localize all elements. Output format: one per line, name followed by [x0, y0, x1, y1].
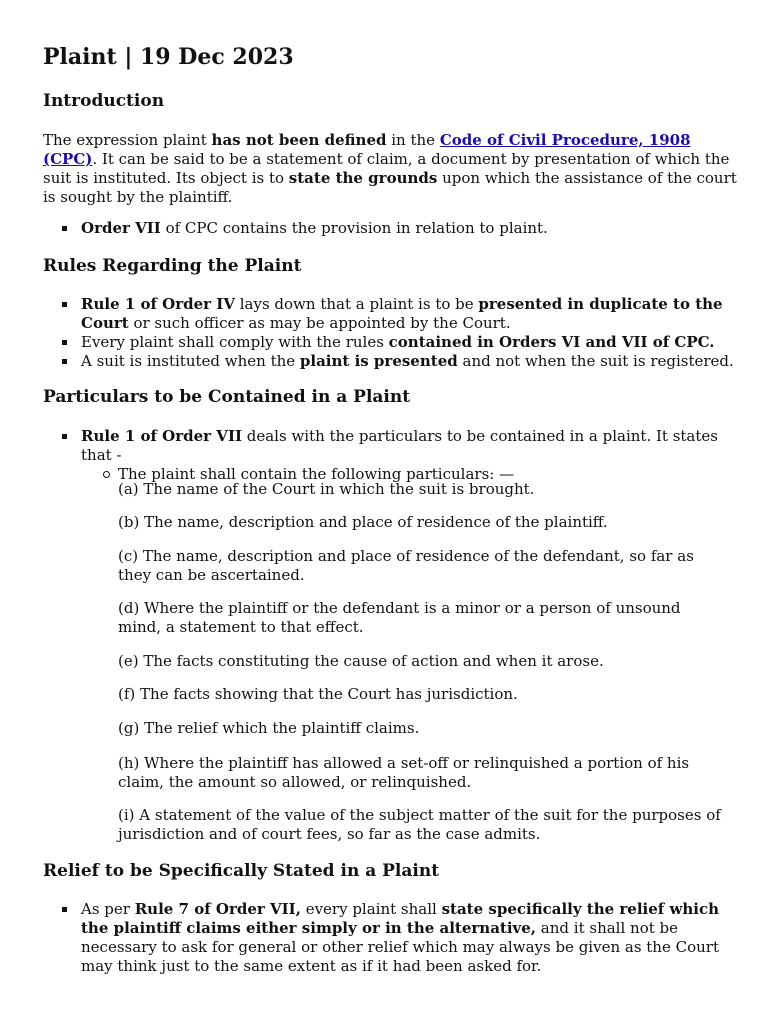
particular-item: (g) The relief which the plaintiff claims. — [118, 719, 420, 737]
particular-item: (f) The facts showing that the Court has jurisdiction. — [118, 685, 518, 703]
heading-introduction: Introduction — [43, 91, 165, 111]
particulars-bullets — [43, 427, 738, 484]
list-item: Every plaint shall comply with the rules contained in Orders VI and VII of CPC. — [43, 333, 738, 352]
heading-relief: Relief to be Specifically Stated in a Plaint — [43, 861, 440, 881]
heading-rules: Rules Regarding the Plaint — [43, 256, 302, 276]
intro-paragraph: The expression plaint has not been defined in the Code of Civil Procedure, 1908 (CPC). It can be said to be a statement of claim, a document by presentation of which the suit is instituted. Its object is to state the grounds upon which the assistance of the court is sought by the plaintiff. — [43, 131, 737, 206]
cpc-link[interactable]: Code of Civil Procedure, 1908 (CPC) — [43, 131, 691, 168]
list-item: Order VII of CPC contains the provision in relation to plaint. — [43, 219, 738, 238]
sub-list-item: The plaint shall contain the following particulars: — — [43, 465, 738, 484]
particular-item: (e) The facts constituting the cause of action and when it arose. — [118, 652, 604, 670]
particular-item: (a) The name of the Court in which the suit is brought. — [118, 480, 535, 498]
rules-bullets — [43, 295, 738, 371]
heading-particulars: Particulars to be Contained in a Plaint — [43, 387, 411, 407]
list-item: Rule 1 of Order VII deals with the particulars to be contained in a plaint. It states that - — [43, 427, 738, 465]
particular-item: (i) A statement of the value of the subject matter of the suit for the purposes of jurisdiction and of court fees, so far as the case admits. — [118, 806, 721, 843]
relief-bullets — [43, 900, 738, 976]
particular-item: (d) Where the plaintiff or the defendant is a minor or a person of unsound mind, a statement to that effect. — [118, 599, 681, 636]
list-item: As per Rule 7 of Order VII, every plaint shall state specifically the relief which the plaintiff claims either simply or in the alternative, and it shall not be necessary to ask for general or other relief which may always be given as the Court may think just to the same extent as if it had been asked for. — [43, 900, 738, 976]
particular-item: (b) The name, description and place of residence of the plaintiff. — [118, 513, 608, 531]
list-item: Rule 1 of Order IV lays down that a plaint is to be presented in duplicate to the Court or such officer as may be appointed by the Court. — [43, 295, 738, 333]
page-title: Plaint | 19 Dec 2023 — [43, 44, 294, 70]
particular-item: (h) Where the plaintiff has allowed a set-off or relinquished a portion of his claim, the amount so allowed, or relinquished. — [118, 754, 690, 791]
particular-item: (c) The name, description and place of residence of the defendant, so far as they can be ascertained. — [118, 547, 694, 584]
intro-bullets — [43, 219, 738, 238]
list-item: A suit is instituted when the plaint is presented and not when the suit is registered. — [43, 352, 738, 371]
